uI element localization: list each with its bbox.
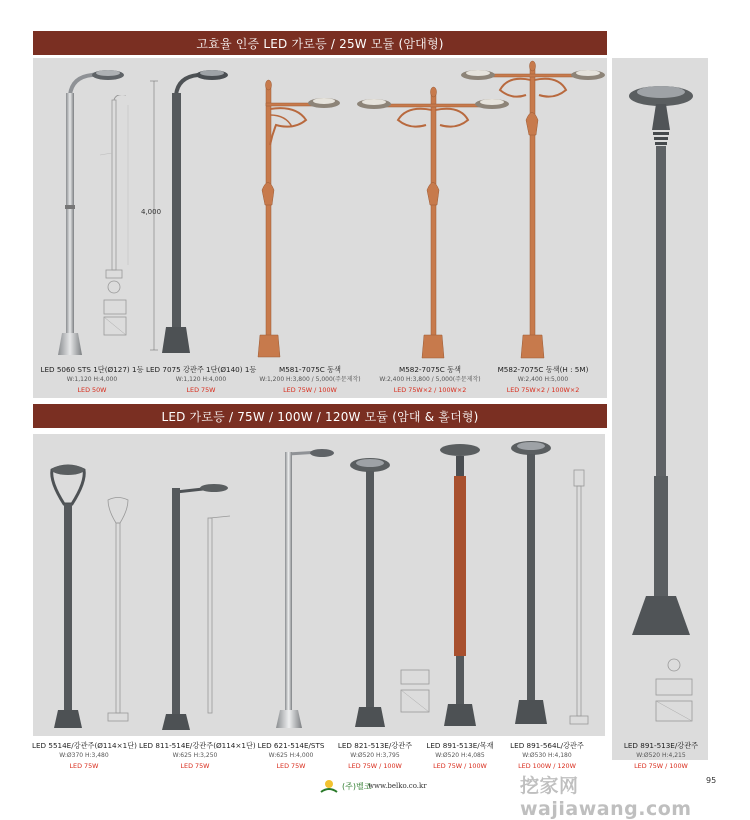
top-product-caption-5 [488,365,598,395]
product-spec: W:Ø520 H:4,215 [636,752,686,759]
product-power: LED 75W [276,762,306,770]
watermark: 挖家网 wajiawang.com [520,775,692,820]
lamp-891-564l-illustration [505,440,560,736]
top-product-caption-3 [250,365,370,395]
top-banner-title: 고효율 인증 LED 가로등 / 25W 모듈 (암대형) [196,36,444,51]
product-power: LED 75W×2 / 100W×2 [506,386,580,394]
product-name: LED 7075 강관주 1단(Ø140) 1등 [146,365,257,374]
top-section-banner [33,31,607,55]
product-power: LED 100W / 120W [518,762,576,770]
right-product-caption [613,741,709,771]
bottom-product-caption-1 [32,741,136,771]
product-spec: W:2,400 H:3,800 / 5,000(주문제작) [379,376,481,383]
product-name: LED 891-513E/목재 [426,741,494,750]
lamp-7075-illustration [148,65,238,365]
product-power: LED 50W [77,386,107,394]
lamp-811-514e-illustration [150,478,240,736]
bottom-product-caption-6 [500,741,594,771]
bottom-product-caption-4 [330,741,420,771]
right-lamp-base-drawing [650,655,700,725]
lamp-m581-illustration [236,75,346,365]
product-power: LED 75W / 100W [283,386,337,394]
lamp-5514e-illustration [38,460,98,735]
product-name: LED 891-513E/강관주 [623,741,699,750]
lamp-621-514e-illustration [270,448,340,736]
product-name: LED 891-564L/강관주 [510,741,584,750]
top-product-caption-2 [146,365,256,395]
lamp-5060-dimension-drawing [100,95,148,345]
company-logo [320,778,371,794]
product-name: LED 821-513E/강관주 [337,741,413,750]
product-power: LED 75W [186,386,216,394]
top-product-caption-1 [37,365,147,395]
product-spec: W:625 H:4,000 [268,752,314,759]
lamp-891-513e-wood-illustration [432,442,487,736]
belko-logo-icon [320,778,338,794]
product-spec: W:Ø530 H:4,180 [522,752,572,759]
product-spec: W:Ø370 H:3,480 [59,752,109,759]
lamp-821-513e-illustration [345,455,395,735]
product-name: M582-7075C 동색(H : 5M) [497,365,589,374]
product-name: LED 811-514E/강관주(Ø114×1단) [139,741,256,750]
product-power: LED 75W×2 / 100W×2 [393,386,467,394]
product-spec: W:1,200 H:3,800 / 5,000(주문제작) [259,376,361,383]
product-name: LED 5514E/강관주(Ø114×1단) [32,741,137,750]
lamp-5514e-dimension-drawing [98,495,138,725]
height-dimension-label: 4,000 [141,208,162,216]
company-name: (주)벨코 [342,781,372,791]
lamp-891-564l-dimension-drawing [560,460,600,730]
bottom-product-caption-5 [418,741,502,771]
bottom-product-caption-3 [248,741,334,771]
product-name: LED 621-514E/STS [257,741,325,750]
product-power: LED 75W / 100W [634,762,688,770]
product-power: LED 75W / 100W [348,762,402,770]
company-url: www.belko.co.kr [368,782,427,790]
bottom-product-caption-2 [139,741,256,771]
product-spec: W:1,120 H:4,000 [175,376,227,383]
middle-section-banner [33,404,607,428]
product-spec: W:Ø520 H:4,085 [435,752,485,759]
product-name: M582-7075C 동색 [399,365,461,374]
page-number: 95 [706,776,717,785]
top-product-caption-4 [370,365,490,395]
lamp-891-513e-tall-illustration [620,80,702,650]
lamp-m582-5m-illustration [460,60,610,365]
product-spec: W:1,120 H:4,000 [66,376,118,383]
product-spec: W:Ø520 H:3,795 [350,752,400,759]
product-name: LED 5060 STS 1단(Ø127) 1등 [40,365,144,374]
product-power: LED 75W / 100W [433,762,487,770]
middle-banner-title: LED 가로등 / 75W / 100W / 120W 모듈 (암대 & 홀더형) [161,409,479,424]
product-name: M581-7075C 동색 [279,365,341,374]
product-spec: W:625 H:3,250 [172,752,218,759]
product-power: LED 75W [180,762,210,770]
product-spec: W:2,400 H:5,000 [517,376,569,383]
product-power: LED 75W [69,762,99,770]
